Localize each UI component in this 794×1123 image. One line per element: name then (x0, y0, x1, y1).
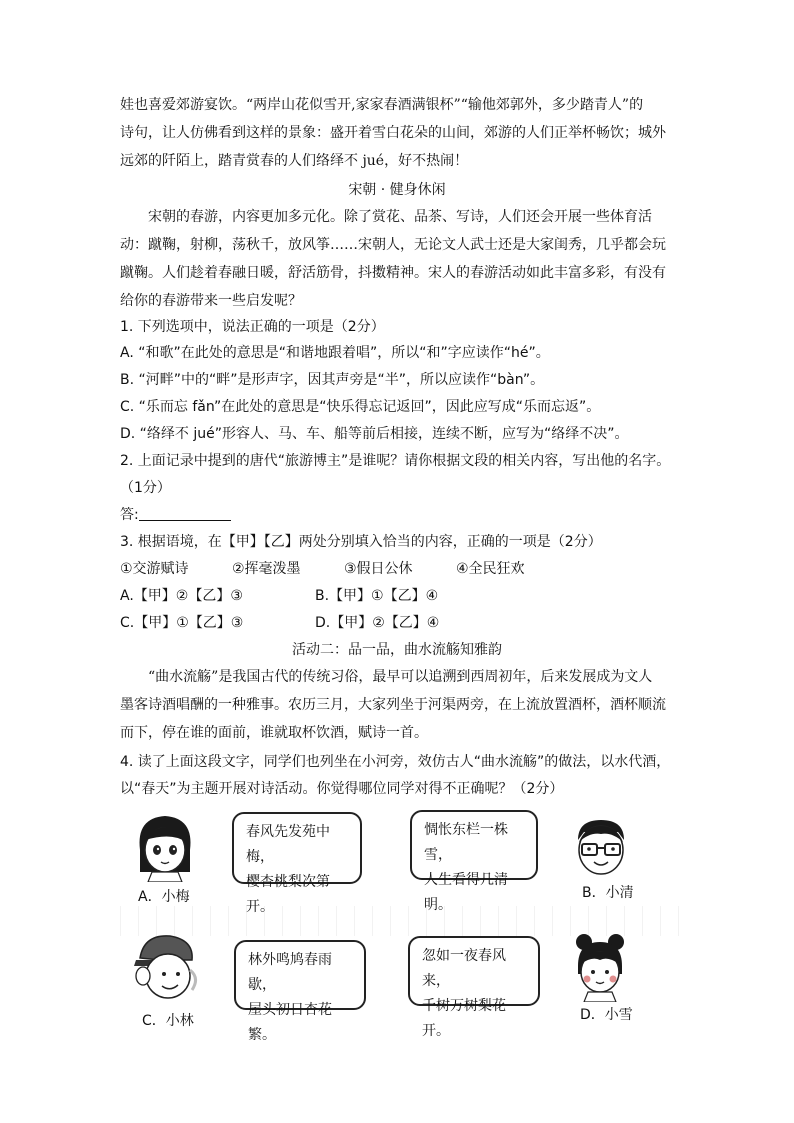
student-c-speech-bubble[interactable] (234, 940, 366, 1043)
question-1-option-a[interactable]: A. “和歌”在此处的意思是“和谐地跟着唱”，所以“和”字应读作“hé”。 (120, 345, 550, 361)
student-b-speech-bubble[interactable] (410, 810, 538, 913)
song-paragraph-line-3: 蹴鞠。人们趁着春融日暖，舒活筋骨，抖擞精神。宋人的春游活动如此丰富多彩，有没有 (120, 265, 666, 281)
question-1-stem: 1. 下列选项中，说法正确的一项是（2分） (120, 319, 385, 335)
question-4-stem-line-2: 以“春天”为主题开展对诗活动。你觉得哪位同学对得不正确呢？（2分） (120, 781, 564, 797)
student-a-line-1: 春风先发苑中梅， (246, 824, 330, 865)
question-3-option-b[interactable]: B.【甲】①【乙】④ (315, 588, 439, 604)
choice-3: ③假日公休 (344, 561, 413, 577)
student-a-line-2: 樱杏桃梨次第开。 (246, 874, 330, 915)
activity-2-line-2: 墨客诗酒唱酬的一种雅事。农历三月，大家列坐于河渠两旁，在上流放置酒杯，酒杯顺流 (120, 697, 666, 713)
girl-buns-avatar-icon (572, 930, 628, 1002)
student-a-name: A．小梅 (138, 889, 190, 905)
song-paragraph-line-4: 给你的春游带来一些启发呢？ (120, 293, 302, 309)
question-1-option-b[interactable]: B. “河畔”中的“畔”是形声字，因其声旁是“半”，所以应读作“bàn”。 (120, 372, 545, 388)
boy-cap-avatar-icon (130, 930, 202, 1006)
student-c-line-2: 屋头初日杏花繁。 (248, 1002, 332, 1043)
activity-2-line-3: 而下，停在谁的面前，谁就取杯饮酒，赋诗一首。 (120, 725, 428, 741)
student-b-line-2: 人生看得几清明。 (424, 872, 508, 913)
boy-glasses-avatar-icon (572, 816, 630, 880)
song-paragraph-line-2: 动：蹴鞠，射柳，荡秋千，放风筝……宋朝人，无论文人武士还是大家闺秀，几乎都会玩 (120, 237, 666, 253)
student-c-line-1: 林外鸣鸠春雨歇， (248, 952, 332, 993)
question-3-option-d[interactable]: D.【甲】②【乙】④ (315, 615, 440, 631)
question-2-answer-row (120, 506, 680, 524)
poem-dialogue-panel (120, 806, 680, 1043)
song-heading: 宋朝 · 健身休闲 (348, 182, 446, 198)
question-2-stem: 2. 上面记录中提到的唐代“旅游博主”是谁呢？请你根据文段的相关内容，写出他的名字。 (120, 453, 671, 469)
question-3-option-a[interactable]: A.【甲】②【乙】③ (120, 588, 243, 604)
activity-2-heading: 活动二：品一品，曲水流觞知雅韵 (292, 642, 502, 658)
student-d-name: D．小雪 (580, 1007, 633, 1023)
answer-label: 答: (120, 507, 139, 523)
intro-line-3: 远郊的阡陌上，踏青赏春的人们络绎不 jué，好不热闹！ (120, 153, 469, 169)
student-a-speech-bubble[interactable] (232, 812, 362, 915)
student-d-line-2: 千树万树梨花开。 (422, 998, 506, 1039)
student-b-name: B．小清 (582, 885, 634, 901)
student-d-line-1: 忽如一夜春风来， (422, 948, 506, 989)
question-1-option-d[interactable]: D. “络绎不 jué”形容人、马、车、船等前后相接，连续不断，应写为“络绎不决”。 (120, 426, 629, 442)
question-2-score: （1分） (120, 480, 171, 496)
question-3-option-c[interactable]: C.【甲】①【乙】③ (120, 615, 244, 631)
song-paragraph-line-1: 宋朝的春游，内容更加多元化。除了赏花、品茶、写诗，人们还会开展一些体育活 (148, 209, 652, 225)
activity-2-line-1: “曲水流觞”是我国古代的传统习俗，最早可以追溯到西周初年，后来发展成为文人 (148, 669, 653, 685)
choice-2: ②挥毫泼墨 (232, 561, 301, 577)
intro-line-2: 诗句，让人仿佛看到这样的景象：盛开着雪白花朵的山间，郊游的人们正举杯畅饮；城外 (120, 125, 666, 141)
girl-bob-avatar-icon (132, 810, 198, 882)
choice-4: ④全民狂欢 (456, 561, 525, 577)
student-d-speech-bubble[interactable] (408, 936, 540, 1039)
student-c-name: C．小林 (142, 1013, 194, 1029)
question-3-stem: 3. 根据语境，在【甲】【乙】两处分别填入恰当的内容，正确的一项是（2分） (120, 534, 602, 550)
choice-1: ①交游赋诗 (120, 561, 189, 577)
intro-line-1: 娃也喜爱郊游宴饮。“两岸山花似雪开,家家春酒满银杯”“输他郊郭外，多少踏青人”的 (120, 97, 644, 113)
question-1-option-c[interactable]: C. “乐而忘 fǎn”在此处的意思是“快乐得忘记返回”，因此应写成“乐而忘返”。 (120, 399, 601, 415)
student-b-line-1: 惆怅东栏一株雪， (424, 822, 508, 863)
question-4-stem-line-1: 4. 读了上面这段文字，同学们也列坐在小河旁，效仿古人“曲水流觞”的做法，以水代酒， (120, 754, 671, 770)
answer-blank[interactable] (139, 506, 231, 521)
